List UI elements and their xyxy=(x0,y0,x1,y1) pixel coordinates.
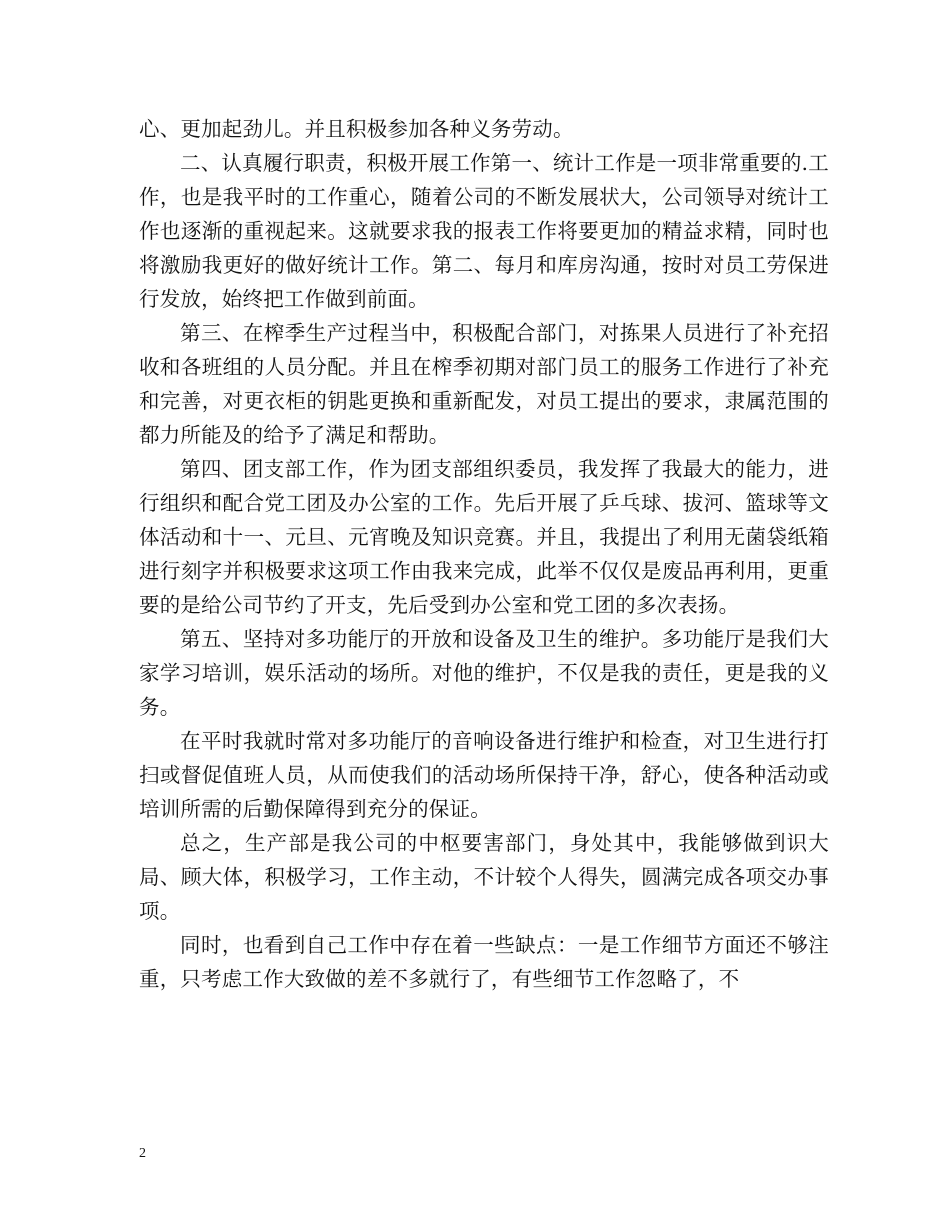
paragraph-summary: 总之，生产部是我公司的中枢要害部门，身处其中，我能够做到识大局、顾大体，积极学习，工作主动，不计较个人得失，圆满完成各项交办事项。 xyxy=(139,831,829,923)
page-number: 2 xyxy=(139,1146,146,1161)
paragraph-continuation: 心、更加起劲儿。并且积极参加各种义务劳动。 xyxy=(139,117,574,141)
body-text xyxy=(139,112,829,996)
paragraph-fourth: 第四、团支部工作，作为团支部组织委员，我发挥了我最大的能力，进行组织和配合党工团及办公室的工作。先后开展了乒乓球、拔河、篮球等文体活动和十一、元旦、元宵晚及知识竞赛。并且，我提出了利用无菌袋纸箱进行刻字并积极要求这项工作由我来完成，此举不仅仅是废品再利用，更重要的是给公司节约了开支，先后受到办公室和党工团的多次表扬。 xyxy=(139,457,829,617)
paragraph-shortcomings: 同时，也看到自己工作中存在着一些缺点：一是工作细节方面还不够注重，只考虑工作大致做的差不多就行了，有些细节工作忽略了，不 xyxy=(139,933,829,991)
paragraph-maintenance: 在平时我就时常对多功能厅的音响设备进行维护和检查，对卫生进行打扫或督促值班人员，从而使我们的活动场所保持干净，舒心，使各种活动或培训所需的后勤保障得到充分的保证。 xyxy=(139,729,829,821)
paragraph-third: 第三、在榨季生产过程当中，积极配合部门，对拣果人员进行了补充招收和各班组的人员分配。并且在榨季初期对部门员工的服务工作进行了补充和完善，对更衣柜的钥匙更换和重新配发，对员工提出的要求，隶属范围的都力所能及的给予了满足和帮助。 xyxy=(139,321,829,447)
paragraph-fifth: 第五、坚持对多功能厅的开放和设备及卫生的维护。多功能厅是我们大家学习培训，娱乐活动的场所。对他的维护，不仅是我的责任，更是我的义务。 xyxy=(139,627,829,719)
paragraph-duties: 二、认真履行职责，积极开展工作第一、统计工作是一项非常重要的.工作，也是我平时的工作重心，随着公司的不断发展状大，公司领导对统计工作也逐渐的重视起来。这就要求我的报表工作将要更加的精益求精，同时也将激励我更好的做好统计工作。第二、每月和库房沟通，按时对员工劳保进行发放，始终把工作做到前面。 xyxy=(139,151,829,311)
